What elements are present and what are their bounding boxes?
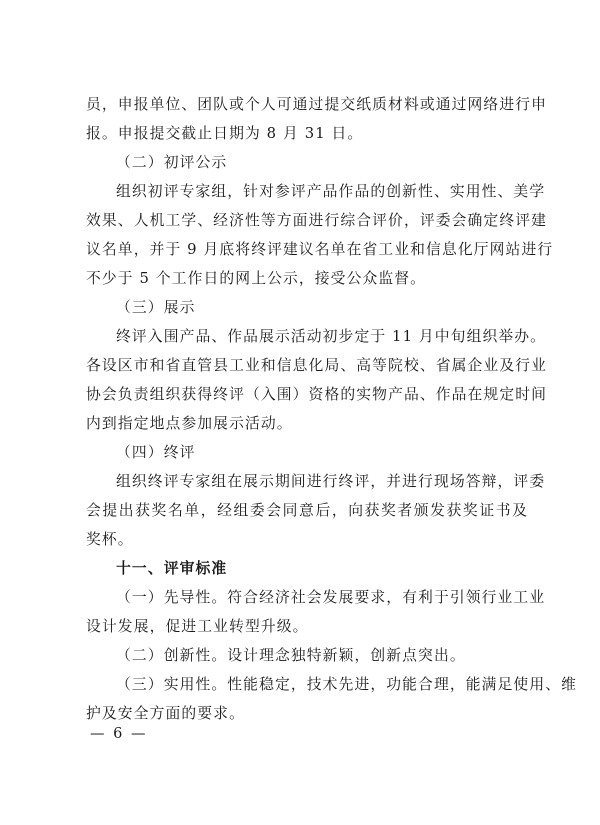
paragraph-line: 不少于 5 个工作日的网上公示，接受公众监督。 <box>86 270 427 287</box>
section-subheading: （四）终评 <box>116 444 196 461</box>
paragraph-line: 奖杯。 <box>86 531 134 548</box>
paragraph-line: 各设区市和省直管县工业和信息化局、高等院校、省属企业及行业 <box>86 357 548 374</box>
paragraph-line: （一）先导性。符合经济社会发展要求，有利于引领行业工业 <box>116 589 546 606</box>
paragraph-line: 内到指定地点参加展示活动。 <box>86 415 293 432</box>
document-body <box>86 90 578 728</box>
paragraph-line: （二）创新性。设计理念独特新颖，创新点突出。 <box>116 647 466 664</box>
section-subheading: （三）展示 <box>116 299 196 316</box>
paragraph-line: 员，申报单位、团队或个人可通过提交纸质材料或通过网络进行申 <box>86 96 548 113</box>
paragraph-line: 效果、人机工学、经济性等方面进行综合评价，评委会确定终评建 <box>86 212 548 229</box>
paragraph-line: 组织初评专家组，针对参评产品作品的创新性、实用性、美学 <box>116 183 546 200</box>
paragraph-line: 设计发展，促进工业转型升级。 <box>86 618 309 635</box>
paragraph-line: 终评入围产品、作品展示活动初步定于 11 月中旬组织举办。 <box>116 328 547 345</box>
section-subheading: （二）初评公示 <box>116 154 228 171</box>
section-heading: 十一、评审标准 <box>116 560 228 577</box>
paragraph-line: 协会负责组织获得终评（入围）资格的实物产品、作品在规定时间 <box>86 386 548 403</box>
paragraph-line: 护及安全方面的要求。 <box>86 705 245 722</box>
paragraph-line: （三）实用性。性能稳定，技术先进，功能合理，能满足使用、维 <box>116 676 578 693</box>
page-number: — 6 — <box>90 726 148 742</box>
paragraph-line: 报。申报提交截止日期为 8 月 31 日。 <box>86 125 364 142</box>
paragraph-line: 议名单，并于 9 月底将终评建议名单在省工业和信息化厅网站进行 <box>86 241 554 258</box>
paragraph-line: 组织终评专家组在展示期间进行终评，并进行现场答辩，评委 <box>116 473 546 490</box>
paragraph-line: 会提出获奖名单，经组委会同意后，向获奖者颁发获奖证书及 <box>86 502 528 519</box>
